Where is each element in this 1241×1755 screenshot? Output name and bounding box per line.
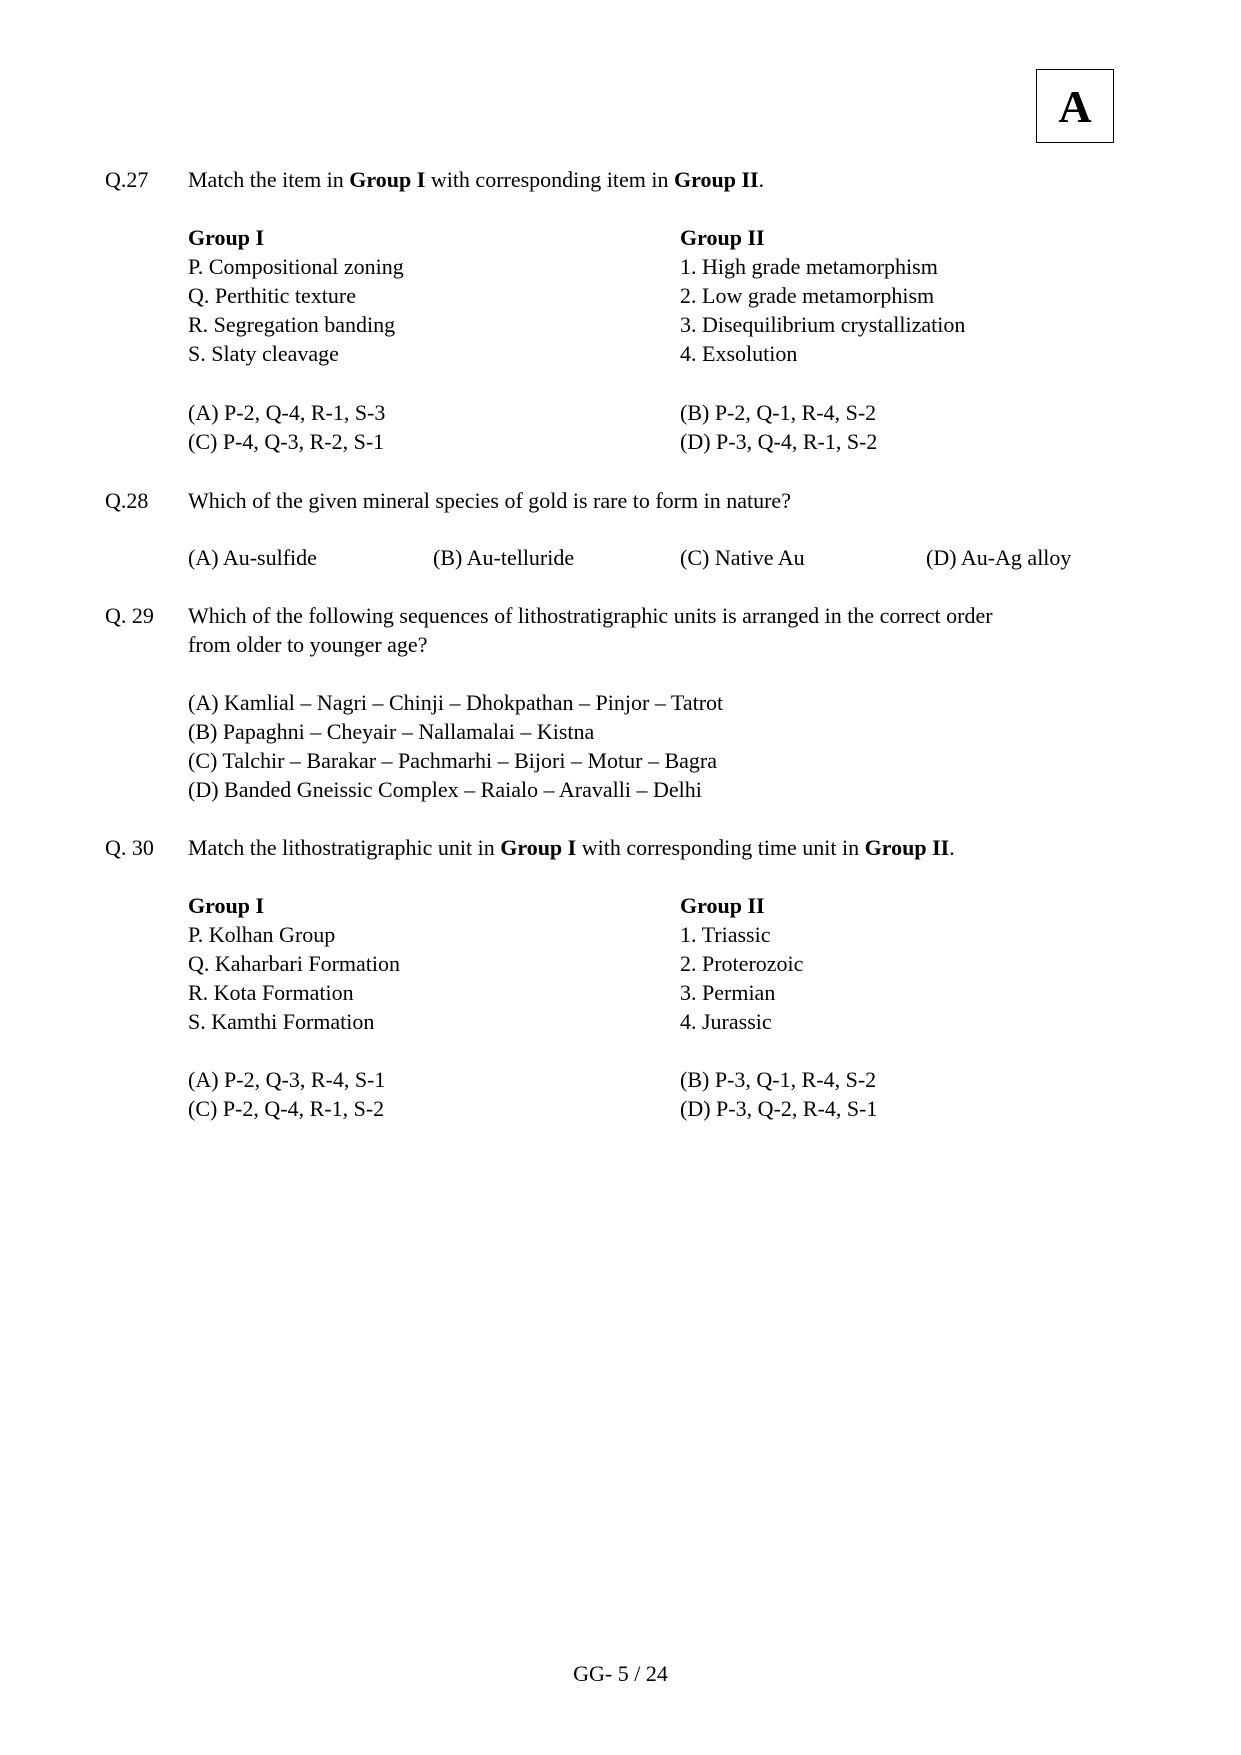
q30-option-c[interactable]: (C) P-2, Q-4, R-1, S-2 bbox=[188, 1096, 385, 1121]
q30-stem: Match the lithostratigraphic unit in Group I with corresponding time unit in Group II. bbox=[188, 835, 955, 860]
q27-option-d[interactable]: (D) P-3, Q-4, R-1, S-2 bbox=[680, 429, 878, 454]
q29-option-a[interactable]: (A) Kamlial – Nagri – Chinji – Dhokpathan – Pinjor – Tatrot bbox=[188, 690, 724, 715]
q28-stem: Which of the given mineral species of gold is rare to form in nature? bbox=[188, 488, 791, 513]
q27-stem: Match the item in Group I with corresponding item in Group II. bbox=[188, 167, 765, 192]
q27-group2-title: Group II bbox=[680, 225, 765, 250]
q27-group1-item: P. Compositional zoning bbox=[188, 254, 404, 279]
q30-number: Q. 30 bbox=[105, 835, 154, 860]
q27-group1-item: Q. Perthitic texture bbox=[188, 283, 357, 308]
q29-option-d[interactable]: (D) Banded Gneissic Complex – Raialo – Aravalli – Delhi bbox=[188, 777, 702, 802]
q28-option-c[interactable]: (C) Native Au bbox=[680, 545, 805, 570]
q30-group1-title: Group I bbox=[188, 893, 265, 918]
q29-number: Q. 29 bbox=[105, 603, 154, 628]
q27-group2-item: 4. Exsolution bbox=[680, 341, 798, 366]
q27-option-c[interactable]: (C) P-4, Q-3, R-2, S-1 bbox=[188, 429, 385, 454]
q30-group1-item: R. Kota Formation bbox=[188, 980, 354, 1005]
q27-option-a[interactable]: (A) P-2, Q-4, R-1, S-3 bbox=[188, 400, 386, 425]
q30-group2-item: 2. Proterozoic bbox=[680, 951, 804, 976]
q30-group1-item: S. Kamthi Formation bbox=[188, 1009, 375, 1034]
q28-option-b[interactable]: (B) Au-telluride bbox=[433, 545, 575, 570]
q27-group1-item: R. Segregation banding bbox=[188, 312, 396, 337]
q27-option-b[interactable]: (B) P-2, Q-1, R-4, S-2 bbox=[680, 400, 877, 425]
q29-option-b[interactable]: (B) Papaghni – Cheyair – Nallamalai – Kistna bbox=[188, 719, 595, 744]
q30-group2-item: 1. Triassic bbox=[680, 922, 771, 947]
q30-group1-item: P. Kolhan Group bbox=[188, 922, 336, 947]
q28-option-a[interactable]: (A) Au-sulfide bbox=[188, 545, 317, 570]
q30-option-a[interactable]: (A) P-2, Q-3, R-4, S-1 bbox=[188, 1067, 386, 1092]
question-set-code: A bbox=[1036, 69, 1114, 143]
q30-group2-item: 3. Permian bbox=[680, 980, 776, 1005]
q30-group1-item: Q. Kaharbari Formation bbox=[188, 951, 400, 976]
q27-group2-item: 2. Low grade metamorphism bbox=[680, 283, 935, 308]
q29-option-c[interactable]: (C) Talchir – Barakar – Pachmarhi – Bijori – Motur – Bagra bbox=[188, 748, 717, 773]
q30-group2-title: Group II bbox=[680, 893, 765, 918]
q27-group1-item: S. Slaty cleavage bbox=[188, 341, 339, 366]
q27-group1-title: Group I bbox=[188, 225, 265, 250]
q30-group2-item: 4. Jurassic bbox=[680, 1009, 772, 1034]
q28-number: Q.28 bbox=[105, 488, 149, 513]
q28-option-d[interactable]: (D) Au-Ag alloy bbox=[926, 545, 1072, 570]
q27-group2-item: 1. High grade metamorphism bbox=[680, 254, 938, 279]
q27-number: Q.27 bbox=[105, 167, 149, 192]
q30-option-b[interactable]: (B) P-3, Q-1, R-4, S-2 bbox=[680, 1067, 877, 1092]
q29-stem-line1: Which of the following sequences of lithostratigraphic units is arranged in the correct order bbox=[188, 603, 993, 628]
q27-group2-item: 3. Disequilibrium crystallization bbox=[680, 312, 966, 337]
q30-option-d[interactable]: (D) P-3, Q-2, R-4, S-1 bbox=[680, 1096, 878, 1121]
q29-stem-line2: from older to younger age? bbox=[188, 632, 428, 657]
page-footer: GG- 5 / 24 bbox=[573, 1661, 668, 1686]
